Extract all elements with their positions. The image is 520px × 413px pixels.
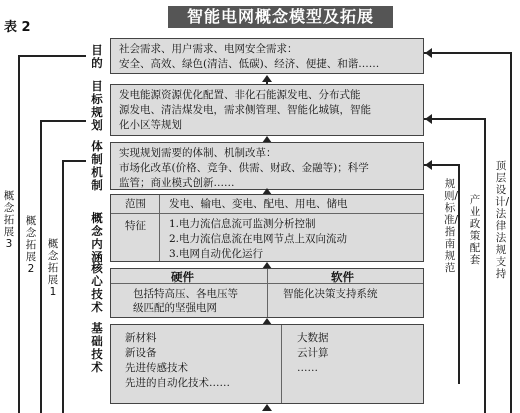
bracket-3-top: [18, 55, 86, 57]
hardware-text-1: 包括特高压、各电压等: [133, 288, 238, 300]
core-divider-v: [267, 269, 268, 317]
bracket-2-vertical: [40, 120, 42, 413]
software-text: 智能化决策支持系统: [283, 288, 378, 300]
goal-line-3: 化小区等规划: [119, 119, 182, 131]
feature-key: 特征: [125, 220, 146, 232]
right-bracket-1-vertical: [458, 164, 460, 384]
hardware-list-2: 新设备: [125, 347, 157, 359]
scope-value: 发电、输电、变电、配电、用电、储电: [169, 198, 348, 210]
left-label-3: 概念拓展3: [3, 190, 15, 250]
bracket-3-vertical: [18, 55, 20, 413]
diagram-title: 智能电网概念模型及拓展: [168, 6, 393, 28]
right-arrow-3: [425, 48, 432, 58]
basic-technology-box: [110, 324, 424, 404]
left-label-1: 概念拓展1: [47, 238, 59, 298]
right-bracket-2-top: [424, 118, 486, 120]
scope-key: 范围: [125, 198, 146, 210]
feature-1: 1.电力流信息流可监测分析控制: [169, 218, 316, 230]
software-list-3: ……: [297, 362, 318, 374]
feature-3: 3.电网自动优化运行: [169, 248, 264, 260]
hardware-list-1: 新材料: [125, 332, 157, 344]
hardware-list-3: 先进传感技术: [125, 362, 188, 374]
right-bracket-3-top: [424, 52, 512, 54]
feature-2: 2.电力流信息流在电网节点上双向流动: [169, 233, 348, 245]
concept-box: [110, 194, 424, 262]
concept-divider-v: [159, 195, 160, 261]
right-label-rules-standards: 规则/标准/指南规范: [444, 178, 459, 274]
bracket-1-top: [62, 160, 86, 162]
purpose-line-1: 社会需求、用户需求、电网安全需求：: [119, 43, 298, 55]
left-label-2: 概念拓展2: [25, 215, 37, 275]
goal-planning-box: [110, 84, 424, 136]
row-label-concept-connotation: 概念内涵: [91, 211, 103, 264]
hardware-header: 硬件: [171, 270, 194, 284]
bracket-2-top: [40, 120, 86, 122]
system-line-2: 市场化改革(价格、竞争、供需、财政、金融等)；科学: [119, 162, 369, 174]
system-line-3: 监管；商业模式创新……: [119, 177, 235, 189]
basic-divider-v: [281, 325, 282, 403]
goal-line-1: 发电能源资源优化配置、非化石能源发电、分布式能: [119, 89, 361, 101]
system-mechanism-box: [110, 142, 424, 190]
right-bracket-3-vertical: [510, 52, 512, 413]
purpose-box: [110, 38, 424, 74]
right-bracket-2-vertical: [484, 118, 486, 413]
core-divider-h: [111, 283, 423, 284]
system-line-1: 实现规划需要的体制、机制改革：: [119, 147, 277, 159]
software-list-2: 云计算: [297, 347, 329, 359]
right-arrow-1: [425, 160, 432, 170]
arrow-up-6: [262, 404, 272, 411]
purpose-line-2: 安全、高效、绿色(清洁、低碳)、经济、便捷、和谐……: [119, 58, 380, 70]
row-label-core-technology: 核心技术: [91, 261, 103, 314]
core-technology-box: [110, 268, 424, 318]
concept-divider-h: [111, 213, 423, 214]
hardware-list-4: 先进的自动化技术……: [125, 377, 230, 389]
software-list-1: 大数据: [297, 332, 329, 344]
bracket-1-vertical: [62, 160, 64, 413]
goal-line-2: 源发电、清洁煤发电，需求侧管理、智能化城镇，智能: [119, 104, 371, 116]
right-label-industrial-policy: 产业政策配套: [469, 194, 481, 266]
right-arrow-2: [425, 114, 432, 124]
table-number: 表 2: [4, 20, 31, 35]
row-label-basic-technology: 基础技术: [91, 321, 103, 374]
hardware-text-2: 级匹配的坚强电网: [133, 302, 217, 314]
row-label-system-mechanism: 体制机制: [91, 139, 103, 192]
software-header: 软件: [331, 270, 354, 284]
row-label-purpose: 目的: [91, 43, 103, 70]
right-label-top-level-design: 顶层设计/法律法规支持: [495, 160, 510, 280]
row-label-goal-planning: 目标规划: [91, 79, 103, 132]
